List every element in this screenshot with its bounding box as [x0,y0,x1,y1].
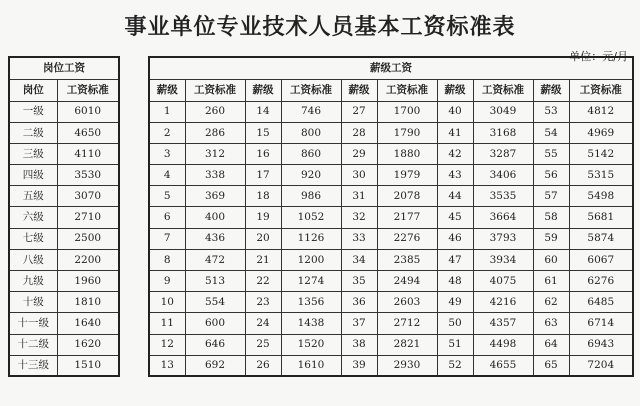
table-cell: 33 [341,228,377,249]
document-title: 事业单位专业技术人员基本工资标准表 [124,15,516,40]
table-cell: 62 [533,292,569,313]
table-cell: 47 [437,249,473,270]
grade-salary-table [148,56,634,377]
table-row [9,249,119,270]
table-cell: 2177 [377,207,437,228]
table-cell: 4498 [473,334,533,355]
table-cell: 3793 [473,228,533,249]
table-cell: 59 [533,228,569,249]
table-cell: 45 [437,207,473,228]
table-cell: 30 [341,165,377,186]
table-cell: 10 [149,292,185,313]
table-cell: 1790 [377,122,437,143]
table-row [149,228,633,249]
table-cell: 2200 [57,249,119,270]
table-cell: 1979 [377,165,437,186]
table-cell: 46 [437,228,473,249]
column-header: 工资标准 [473,79,533,101]
table-cell: 1880 [377,143,437,164]
table-cell: 26 [245,355,281,376]
table-cell: 4 [149,165,185,186]
column-header: 薪级 [437,79,473,101]
column-header: 工资标准 [185,79,245,101]
table-cell: 24 [245,313,281,334]
column-header: 工资标准 [569,79,633,101]
table-cell: 369 [185,186,245,207]
table-cell: 6714 [569,313,633,334]
table-cell: 37 [341,313,377,334]
table-row [149,207,633,228]
table-cell: 八级 [9,249,57,270]
table-cell: 1438 [281,313,341,334]
column-header: 薪级 [245,79,281,101]
table-cell: 2 [149,122,185,143]
table-cell: 12 [149,334,185,355]
table-cell: 5874 [569,228,633,249]
post-salary-table [8,56,120,377]
table-cell: 4969 [569,122,633,143]
table-row [9,101,119,122]
table-cell: 2385 [377,249,437,270]
table-cell: 7204 [569,355,633,376]
table-cell: 986 [281,186,341,207]
table-cell: 38 [341,334,377,355]
table-cell: 4075 [473,271,533,292]
table-cell: 2494 [377,271,437,292]
table-cell: 九级 [9,271,57,292]
table-cell: 920 [281,165,341,186]
table-cell: 1610 [281,355,341,376]
table-cell: 2712 [377,313,437,334]
table-cell: 17 [245,165,281,186]
salary-table-header-row [149,79,633,101]
table-row [149,334,633,355]
table-cell: 63 [533,313,569,334]
table-row [9,355,119,376]
table-cell: 3406 [473,165,533,186]
table-cell: 472 [185,249,245,270]
table-cell: 554 [185,292,245,313]
table-cell: 64 [533,334,569,355]
table-cell: 18 [245,186,281,207]
table-row [9,334,119,355]
table-cell: 1640 [57,313,119,334]
table-cell: 4650 [57,122,119,143]
table-cell: 54 [533,122,569,143]
table-cell: 5142 [569,143,633,164]
table-cell: 21 [245,249,281,270]
table-cell: 34 [341,249,377,270]
table-cell: 6485 [569,292,633,313]
table-cell: 400 [185,207,245,228]
table-cell: 5315 [569,165,633,186]
table-cell: 3070 [57,186,119,207]
table-cell: 8 [149,249,185,270]
column-header: 薪级 [149,79,185,101]
table-cell: 一级 [9,101,57,122]
table-cell: 57 [533,186,569,207]
table-cell: 6943 [569,334,633,355]
table-cell: 1510 [57,355,119,376]
table-cell: 1274 [281,271,341,292]
table-cell: 6067 [569,249,633,270]
table-cell: 1052 [281,207,341,228]
table-cell: 13 [149,355,185,376]
table-cell: 3168 [473,122,533,143]
table-row [9,165,119,186]
table-cell: 5681 [569,207,633,228]
table-cell: 31 [341,186,377,207]
table-cell: 312 [185,143,245,164]
table-cell: 646 [185,334,245,355]
table-row [149,101,633,122]
table-cell: 3049 [473,101,533,122]
table-cell: 1960 [57,271,119,292]
table-cell: 49 [437,292,473,313]
table-row [149,122,633,143]
table-row [9,313,119,334]
table-cell: 35 [341,271,377,292]
table-cell: 36 [341,292,377,313]
table-row [9,228,119,249]
table-cell: 43 [437,165,473,186]
table-cell: 7 [149,228,185,249]
table-cell: 十三级 [9,355,57,376]
table-cell: 十级 [9,292,57,313]
table-cell: 5498 [569,186,633,207]
table-cell: 1126 [281,228,341,249]
table-cell: 51 [437,334,473,355]
table-cell: 2821 [377,334,437,355]
table-cell: 十一级 [9,313,57,334]
salary-table-caption: 薪级工资 [149,57,633,79]
table-cell: 七级 [9,228,57,249]
table-cell: 15 [245,122,281,143]
column-header: 薪级 [341,79,377,101]
table-cell: 4110 [57,143,119,164]
table-cell: 6010 [57,101,119,122]
column-header: 工资标准 [281,79,341,101]
table-cell: 3664 [473,207,533,228]
table-row [9,271,119,292]
table-cell: 1620 [57,334,119,355]
table-cell: 22 [245,271,281,292]
table-cell: 29 [341,143,377,164]
table-cell: 42 [437,143,473,164]
table-cell: 1700 [377,101,437,122]
table-cell: 2930 [377,355,437,376]
table-cell: 4812 [569,101,633,122]
post-table-caption: 岗位工资 [9,57,119,79]
table-cell: 六级 [9,207,57,228]
table-row [149,143,633,164]
table-row [149,271,633,292]
table-cell: 20 [245,228,281,249]
table-cell: 65 [533,355,569,376]
table-cell: 二级 [9,122,57,143]
table-row [9,143,119,164]
table-cell: 746 [281,101,341,122]
table-cell: 三级 [9,143,57,164]
table-cell: 3934 [473,249,533,270]
table-cell: 1520 [281,334,341,355]
column-header: 工资标准 [57,79,119,101]
table-cell: 3535 [473,186,533,207]
table-cell: 600 [185,313,245,334]
table-cell: 1810 [57,292,119,313]
table-cell: 3530 [57,165,119,186]
table-cell: 32 [341,207,377,228]
table-cell: 4655 [473,355,533,376]
table-cell: 11 [149,313,185,334]
post-table-header-row [9,79,119,101]
salary-table-body [149,101,633,376]
table-cell: 14 [245,101,281,122]
table-cell: 27 [341,101,377,122]
table-cell: 28 [341,122,377,143]
table-cell: 860 [281,143,341,164]
table-cell: 5 [149,186,185,207]
table-cell: 60 [533,249,569,270]
table-cell: 1200 [281,249,341,270]
table-cell: 6276 [569,271,633,292]
table-cell: 436 [185,228,245,249]
table-cell: 56 [533,165,569,186]
table-row [9,186,119,207]
table-cell: 十二级 [9,334,57,355]
table-row [149,249,633,270]
column-header: 岗位 [9,79,57,101]
table-cell: 19 [245,207,281,228]
table-cell: 800 [281,122,341,143]
table-cell: 2276 [377,228,437,249]
post-table-body [9,101,119,376]
table-row [149,292,633,313]
table-cell: 50 [437,313,473,334]
table-cell: 2078 [377,186,437,207]
table-cell: 4357 [473,313,533,334]
table-cell: 2710 [57,207,119,228]
unit-note: 单位：元/月 [569,50,628,63]
table-cell: 25 [245,334,281,355]
table-cell: 61 [533,271,569,292]
table-cell: 16 [245,143,281,164]
column-header: 薪级 [533,79,569,101]
table-cell: 53 [533,101,569,122]
table-cell: 2603 [377,292,437,313]
column-header: 工资标准 [377,79,437,101]
table-cell: 513 [185,271,245,292]
table-cell: 1 [149,101,185,122]
table-cell: 23 [245,292,281,313]
table-cell: 48 [437,271,473,292]
table-row [9,122,119,143]
table-cell: 四级 [9,165,57,186]
table-cell: 260 [185,101,245,122]
table-cell: 40 [437,101,473,122]
table-cell: 3287 [473,143,533,164]
table-cell: 692 [185,355,245,376]
table-row [149,355,633,376]
table-cell: 338 [185,165,245,186]
table-row [149,313,633,334]
table-cell: 2500 [57,228,119,249]
table-row [149,165,633,186]
table-row [9,207,119,228]
table-cell: 五级 [9,186,57,207]
table-cell: 41 [437,122,473,143]
table-cell: 3 [149,143,185,164]
table-cell: 1356 [281,292,341,313]
table-row [9,292,119,313]
table-cell: 39 [341,355,377,376]
table-cell: 58 [533,207,569,228]
table-cell: 55 [533,143,569,164]
table-cell: 286 [185,122,245,143]
table-cell: 9 [149,271,185,292]
table-cell: 4216 [473,292,533,313]
table-row [149,186,633,207]
table-cell: 6 [149,207,185,228]
table-cell: 52 [437,355,473,376]
table-cell: 44 [437,186,473,207]
